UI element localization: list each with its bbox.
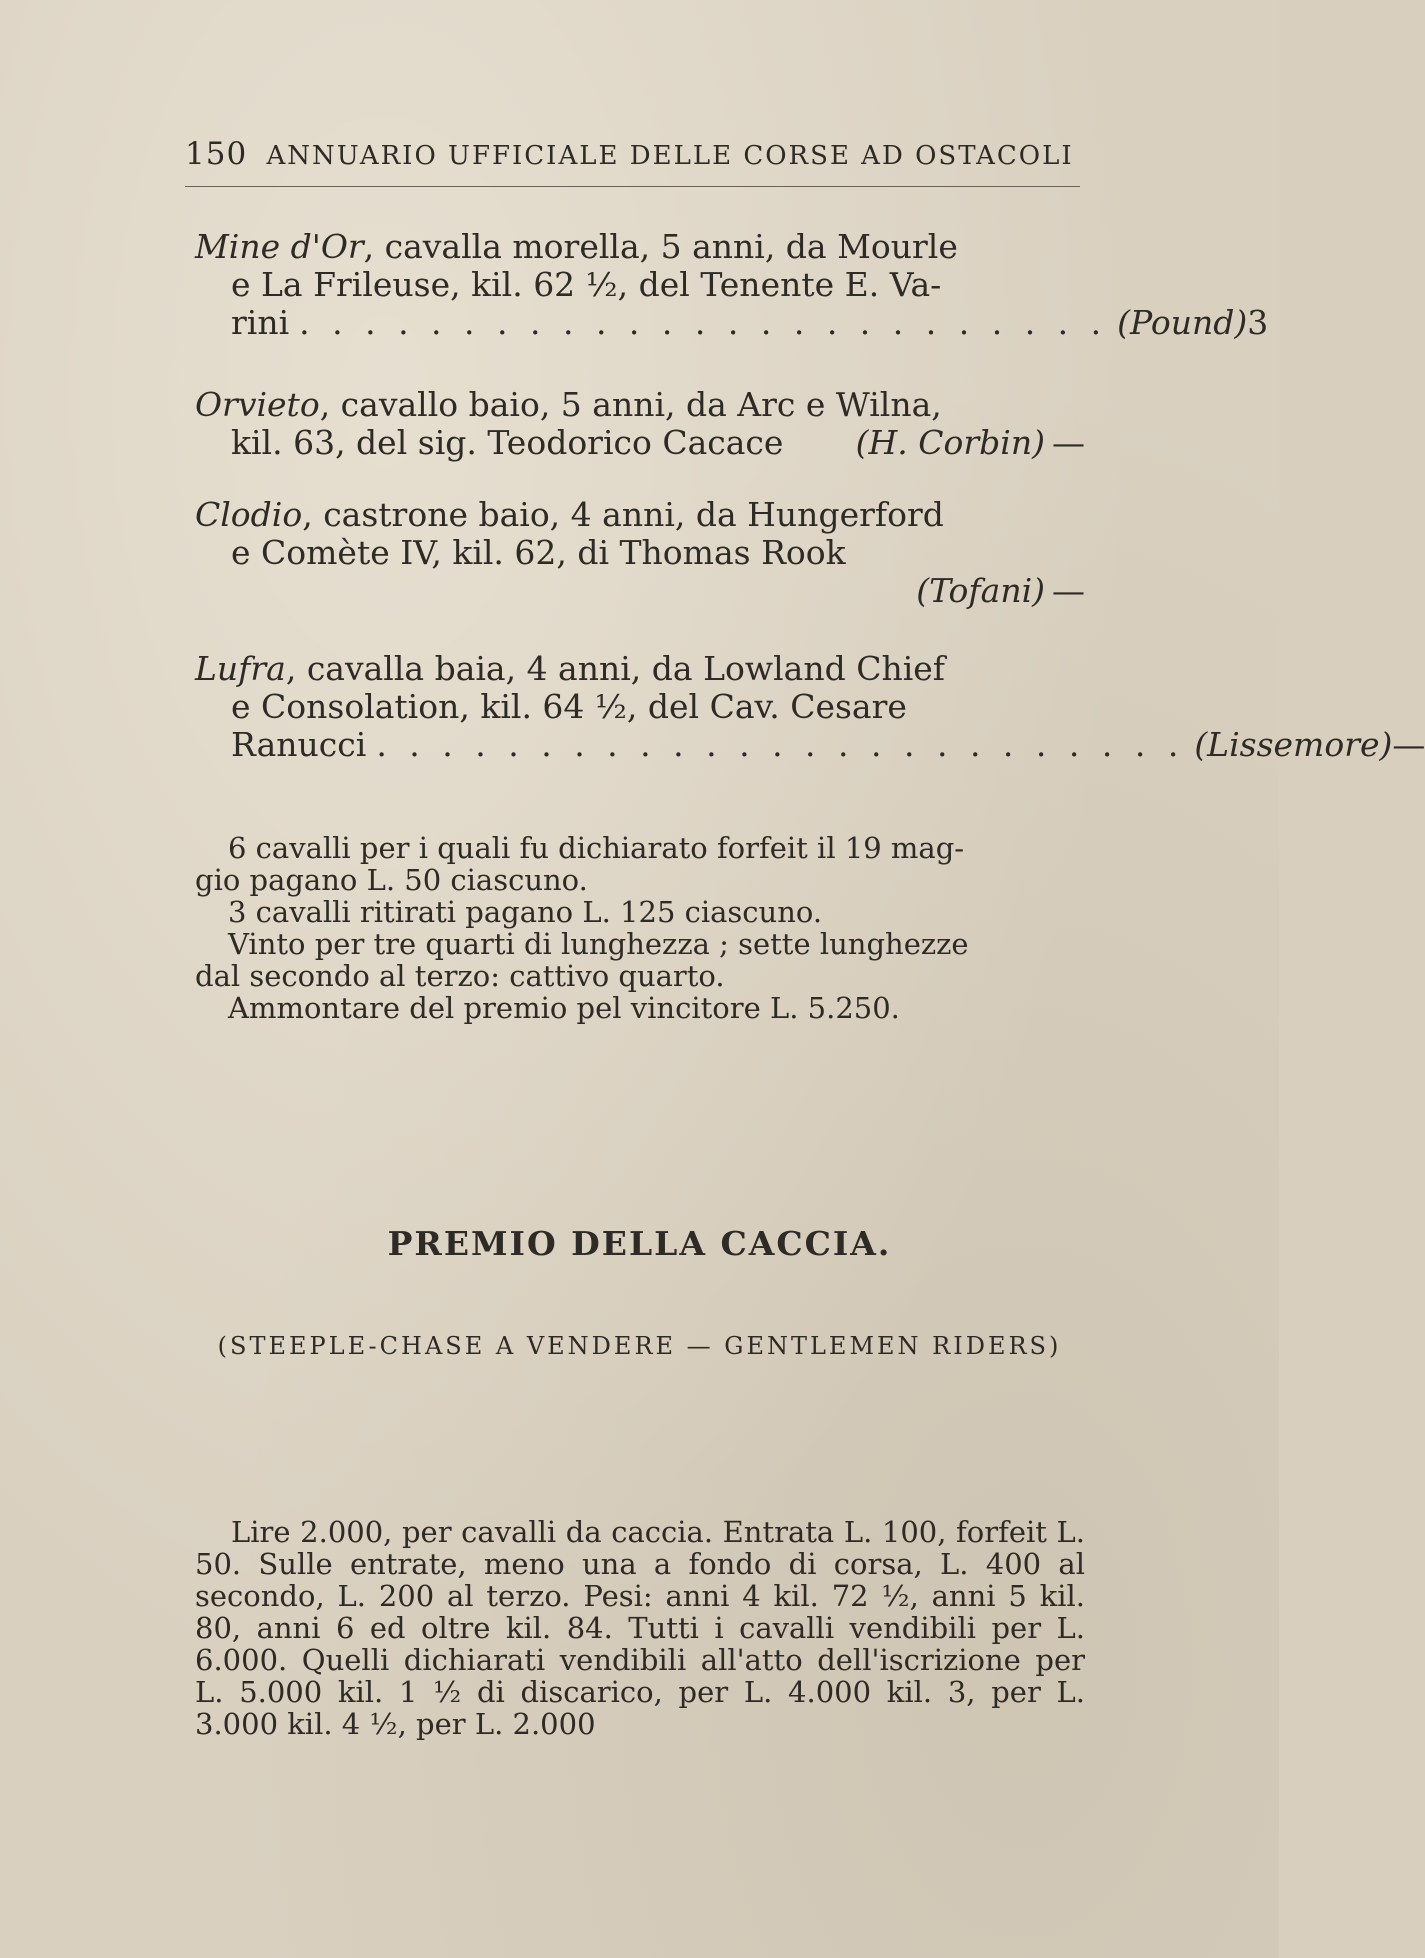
section-subtitle: (STEEPLE-CHASE A VENDERE — GENTLEMEN RIDERS) (217, 1332, 1062, 1360)
finishing-position: — (1052, 423, 1085, 462)
entry-lufra (195, 649, 1425, 764)
finishing-position: — (1052, 571, 1085, 610)
jockey-name: (Pound) (1117, 303, 1248, 342)
running-header (185, 136, 1080, 172)
entry-line: , castrone baio, 4 anni, da Hungerford (302, 495, 944, 534)
entry-orvieto (195, 386, 1085, 462)
leader-dots: . . . . . . . . . . . . . . . . . . . . . . . . . (299, 303, 1108, 342)
header-rule (185, 186, 1080, 187)
entry-line: , cavalla baia, 4 anni, da Lowland Chief (285, 649, 945, 688)
entry-line: , cavallo baio, 5 anni, da Arc e Wilna, (319, 385, 942, 424)
jockey-name: (Lissemore) (1194, 725, 1393, 764)
entry-line: , cavalla morella, 5 anni, da Mourle (363, 227, 958, 266)
finishing-position: 3 (1247, 303, 1269, 342)
note-line: Ammontare del premio pel vincitore L. 5.250. (228, 991, 900, 1025)
note-line: Vinto per tre quarti di lunghezza ; sette lunghezze (228, 927, 969, 961)
note-line: dal secondo al terzo: cattivo quarto. (195, 959, 725, 993)
entry-line: rini (231, 303, 290, 342)
race-notes (195, 832, 1085, 1024)
running-title: ANNUARIO UFFICIALE DELLE CORSE AD OSTACOLI (266, 141, 1074, 171)
jockey-name: (Tofani) (916, 571, 1045, 610)
entry-line: e Comète IV, kil. 62, di Thomas Rook (231, 533, 846, 572)
section-title: PREMIO DELLA CACCIA. (387, 1224, 892, 1263)
jockey-name: (H. Corbin) (855, 423, 1045, 462)
entry-line: e La Frileuse, kil. 62 ½, del Tenente E. Va- (231, 265, 942, 304)
horse-name: Mine d'Or (195, 227, 364, 266)
entry-mine-dor (195, 227, 1269, 342)
section-body (195, 1516, 1085, 1740)
horse-name: Lufra (195, 649, 286, 688)
horse-name: Orvieto (195, 385, 320, 424)
note-line: 6 cavalli per i quali fu dichiarato forfeit il 19 mag- (228, 831, 965, 865)
body-paragraph: Lire 2.000, per cavalli da caccia. Entrata L. 100, forfeit L. 50. Sulle entrate, meno una a fondo di corsa, L. 400 al secondo, L. 200 al terzo. Pesi: anni 4 kil. 72 ½, anni 5 kil. 80, anni 6 ed oltre kil. 84. Tutti i cavalli vendibili per L. 6.000. Quelli dichiarati vendibili all'atto dell'iscrizione per L. 5.000 kil. 1 ½ di discarico, per L. 4.000 kil. 3, per L. 3.000 kil. 4 ½, per L. 2.000 (195, 1515, 1085, 1741)
entry-line: Ranucci (231, 725, 367, 764)
finishing-position: — (1392, 725, 1425, 764)
entry-line: e Consolation, kil. 64 ½, del Cav. Cesare (231, 687, 907, 726)
note-line: 3 cavalli ritirati pagano L. 125 ciascuno. (228, 895, 823, 929)
entry-line: kil. 63, del sig. Teodorico Cacace (231, 423, 784, 462)
entry-clodio (195, 496, 1085, 610)
note-line: gio pagano L. 50 ciascuno. (195, 863, 588, 897)
horse-name: Clodio (195, 495, 303, 534)
page-number: 150 (185, 136, 248, 172)
leader-dots: . . . . . . . . . . . . . . . . . . . . . . . . . (376, 725, 1185, 764)
